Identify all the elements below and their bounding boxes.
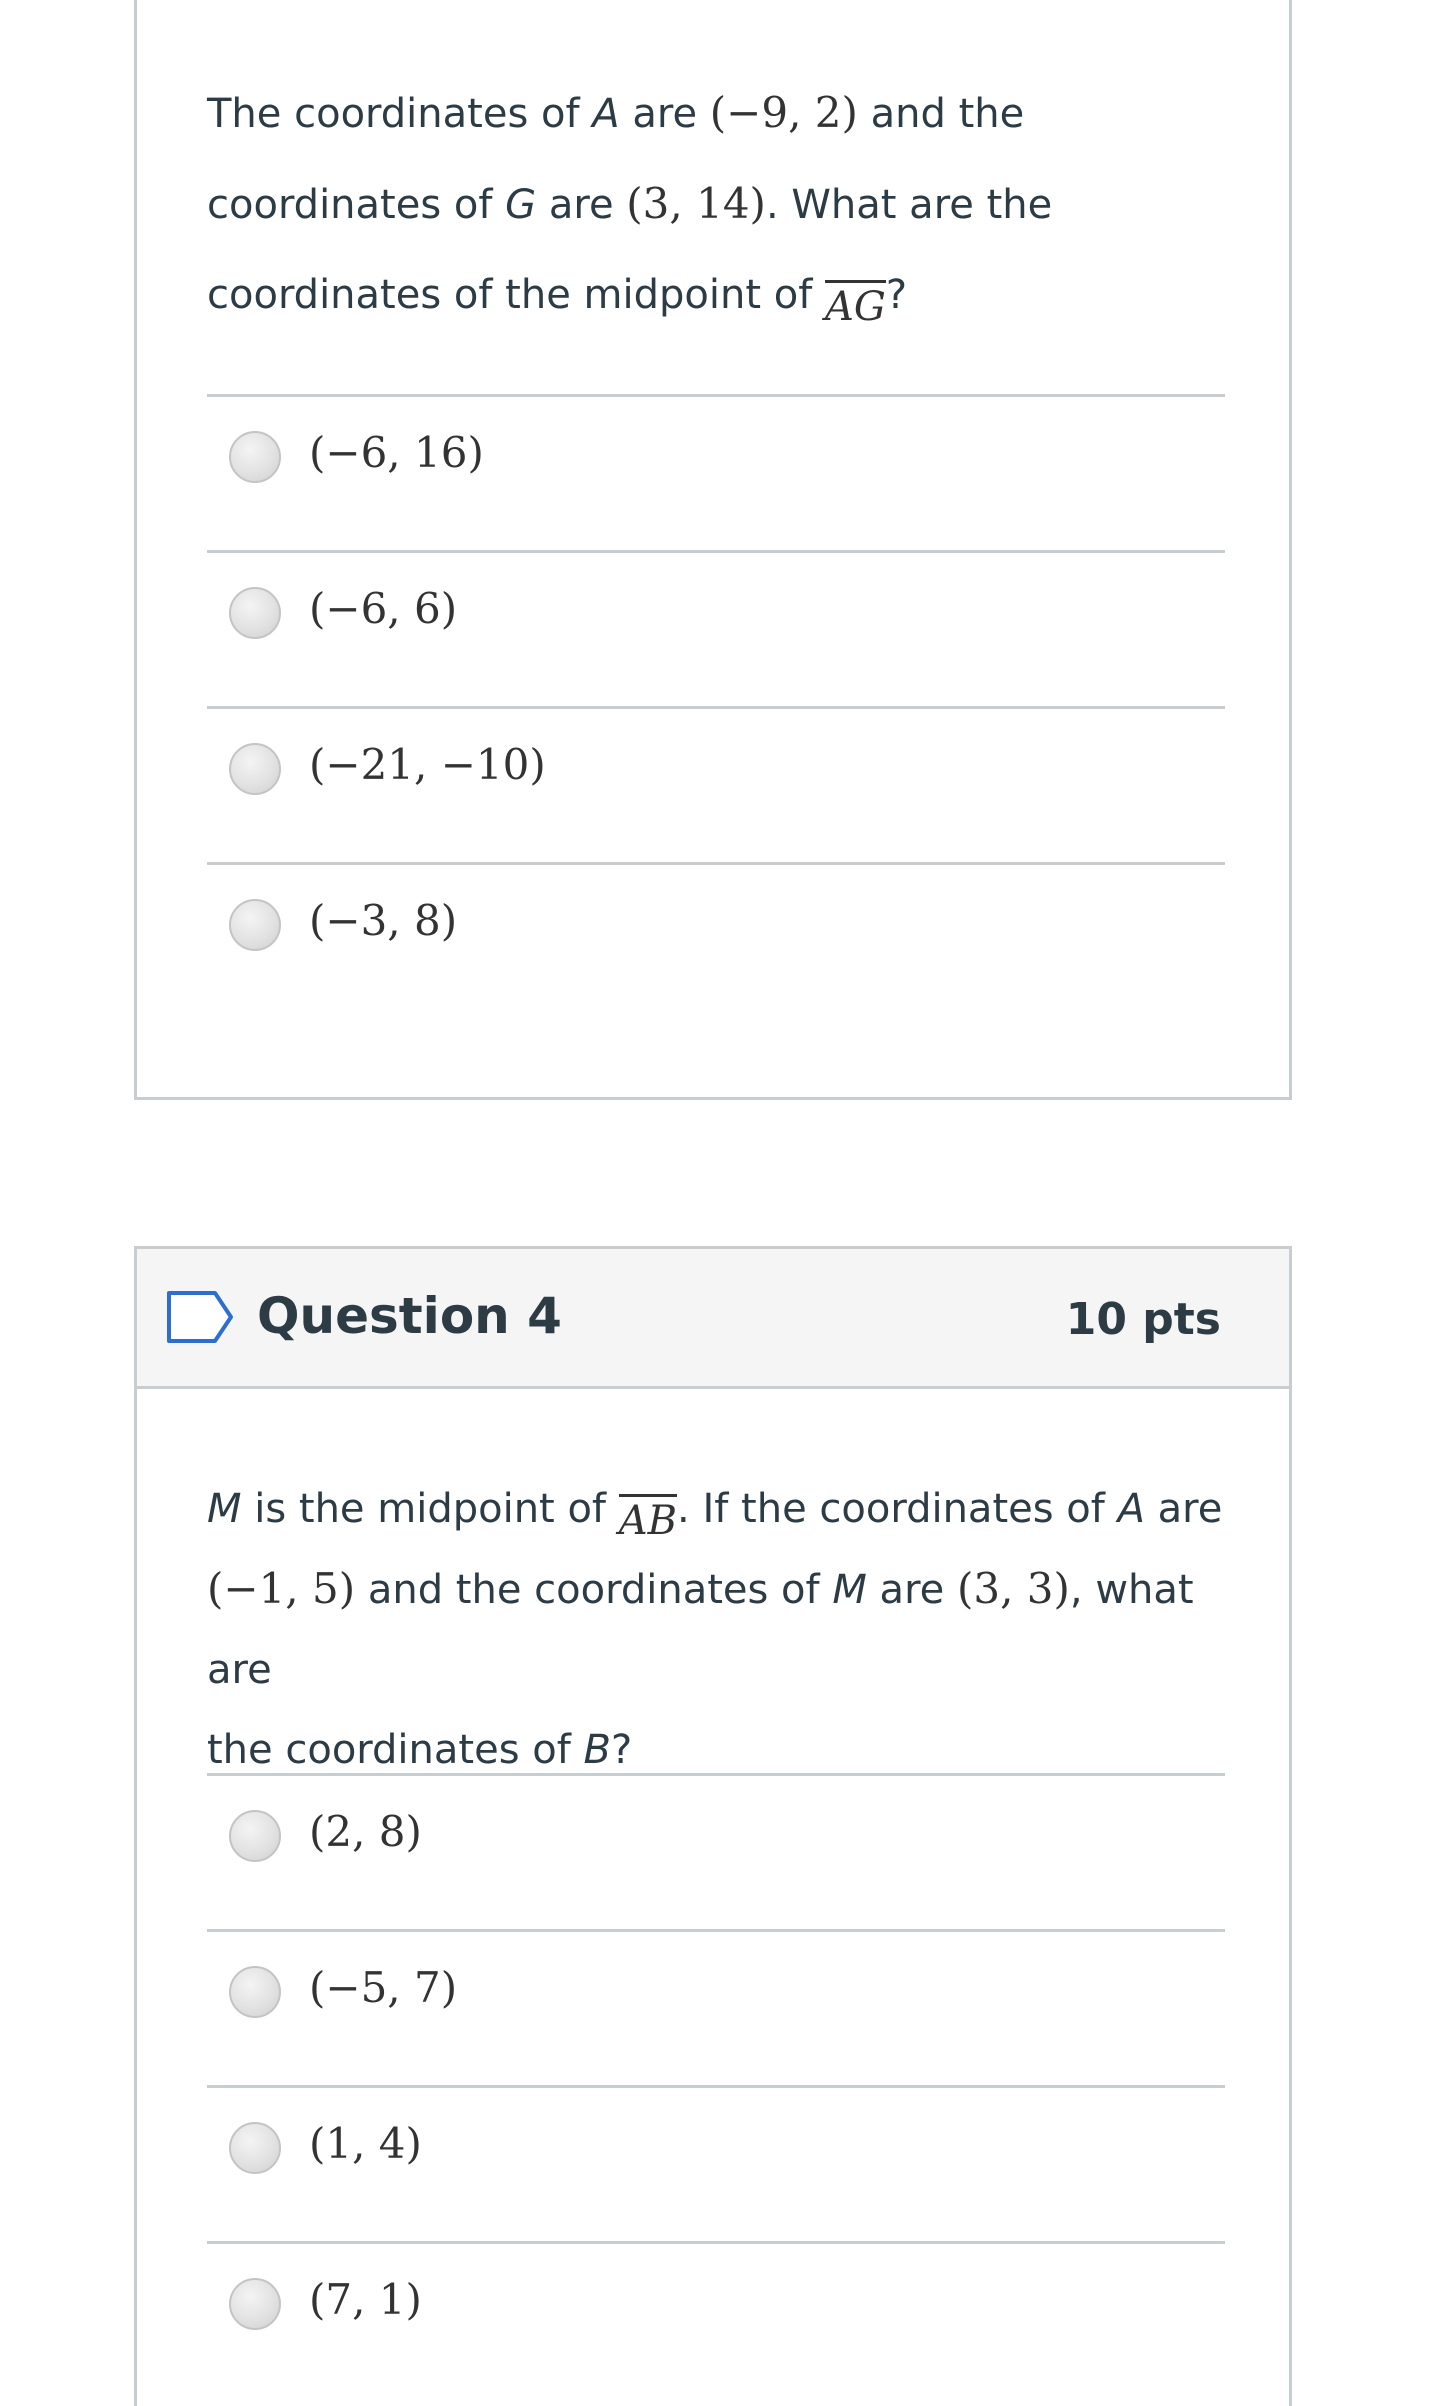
answer-label: (−5, 7) [309, 1963, 458, 2012]
answer-label: (−3, 8) [309, 896, 458, 945]
answer-label: (−6, 6) [309, 584, 458, 633]
radio-button[interactable] [229, 2278, 281, 2330]
answer-option[interactable] [207, 862, 1225, 1018]
answer-label: (−21, −10) [309, 740, 546, 789]
radio-button[interactable] [229, 431, 281, 483]
flag-question-icon[interactable] [165, 1287, 235, 1347]
answer-label: (7, 1) [309, 2275, 422, 2324]
answer-option[interactable] [207, 394, 1225, 550]
answer-option[interactable] [207, 1773, 1225, 1929]
question-points: 10 pts [1065, 1294, 1221, 1345]
answer-option[interactable] [207, 706, 1225, 862]
question-4-header [137, 1249, 1289, 1389]
question-4-card [134, 1246, 1292, 2406]
segment-ab: AB [619, 1494, 677, 1541]
question-title: Question 4 [257, 1287, 562, 1345]
question-4-answers [207, 1773, 1225, 2397]
answer-label: (−6, 16) [309, 428, 484, 477]
segment-ag: AG [825, 280, 886, 327]
radio-button[interactable] [229, 743, 281, 795]
radio-button[interactable] [229, 1966, 281, 2018]
radio-button[interactable] [229, 2122, 281, 2174]
question-3-text: The coordinates of A are (−9, 2) and the coordinates of G are (3, 14). What are the coordinates of the midpoint of AG? [207, 88, 1053, 330]
answer-label: (2, 8) [309, 1807, 422, 1856]
radio-button[interactable] [229, 587, 281, 639]
radio-button[interactable] [229, 1810, 281, 1862]
answer-label: (1, 4) [309, 2119, 422, 2168]
answer-option[interactable] [207, 550, 1225, 706]
question-4-text: M is the midpoint of AB. If the coordinates of A are (−1, 5) and the coordinates of M are (3, 3), what are the coordinates of B? [207, 1486, 1223, 1773]
answer-option[interactable] [207, 2241, 1225, 2397]
radio-button[interactable] [229, 899, 281, 951]
question-3-card [134, 0, 1292, 1100]
answer-option[interactable] [207, 2085, 1225, 2241]
question-3-answers [207, 394, 1225, 1018]
answer-option[interactable] [207, 1929, 1225, 2085]
